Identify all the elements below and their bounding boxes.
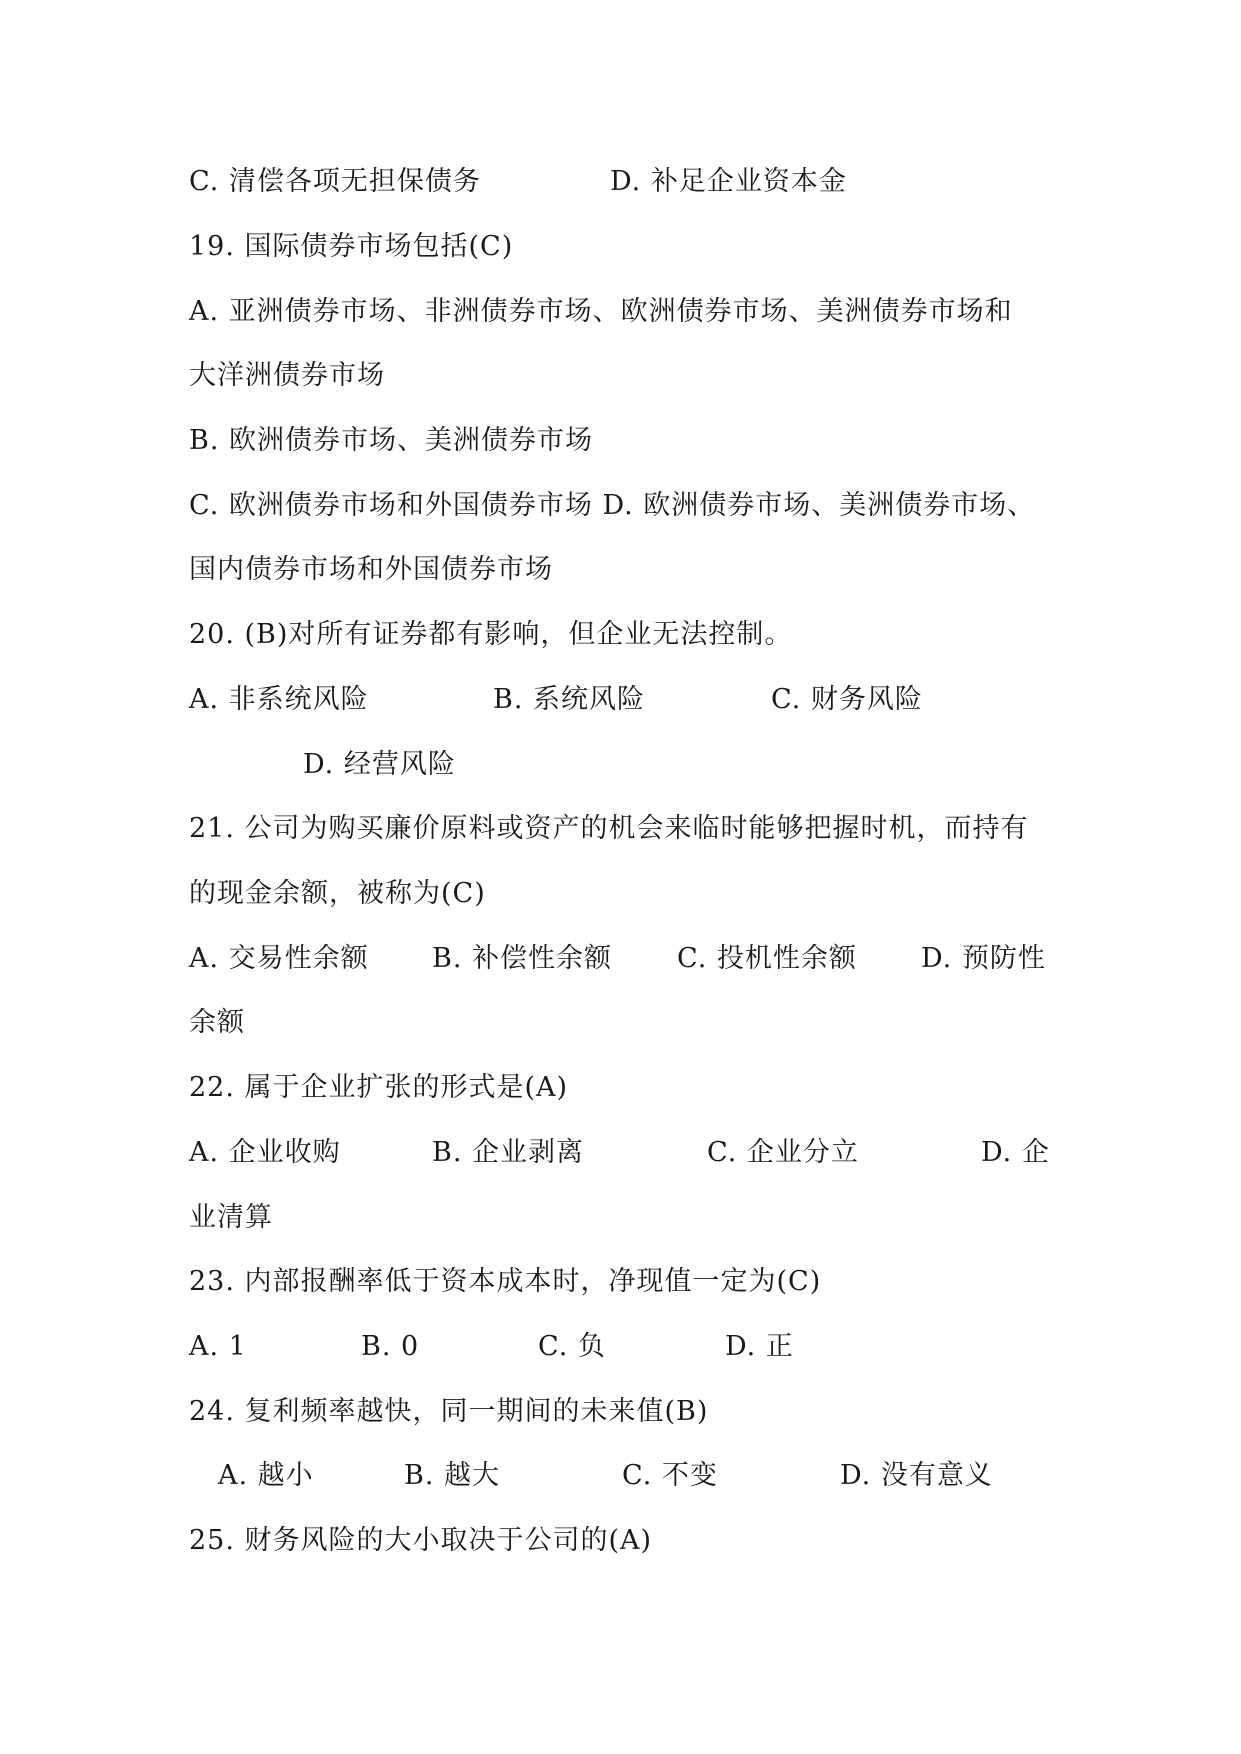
option-a: A. 非系统风险 <box>189 684 369 715</box>
option-b: B. 系统风险 <box>493 684 646 715</box>
question-23: 23. 内部报酬率低于资本成本时，净现值一定为(C) <box>189 1266 822 1297</box>
option-d: D. 没有意义 <box>840 1460 993 1491</box>
option-b: B. 补偿性余额 <box>432 943 613 974</box>
question-21: 21. 公司为购买廉价原料或资产的机会来临时能够把握时机，而持有 <box>189 813 1029 844</box>
text-line: 大洋洲债券市场 <box>189 360 385 391</box>
option-c: C. 企业分立 <box>707 1137 859 1168</box>
option-a: A. 企业收购 <box>189 1137 341 1168</box>
option-a: A. 1 <box>189 1331 247 1362</box>
text-line: 的现金余额，被称为(C) <box>189 878 486 909</box>
option-c: C. 不变 <box>622 1460 718 1491</box>
option-d: D. 预防性 <box>921 943 1046 974</box>
option-c: C. 负 <box>538 1331 606 1362</box>
text-line: A. 亚洲债券市场、非洲债券市场、欧洲债券市场、美洲债券市场和 <box>189 296 1013 327</box>
option-row <box>189 1327 794 1367</box>
option-row <box>189 1456 993 1496</box>
option-c: C. 投机性余额 <box>677 943 857 974</box>
option-d: D. 补足企业资本金 <box>610 166 847 197</box>
question-20: 20. (B)对所有证券都有影响，但企业无法控制。 <box>189 619 793 650</box>
text-line: 国内债券市场和外国债券市场 <box>189 554 553 585</box>
option-b: B. 0 <box>361 1331 420 1362</box>
question-24: 24. 复利频率越快，同一期间的未来值(B) <box>189 1396 709 1427</box>
option-d: D. 企 <box>981 1137 1050 1168</box>
option-b: B. 越大 <box>404 1460 501 1491</box>
question-19: 19. 国际债券市场包括(C) <box>189 231 514 262</box>
option-d: D. 正 <box>725 1331 794 1362</box>
text-line: C. 欧洲债券市场和外国债券市场 D. 欧洲债券市场、美洲债券市场、 <box>189 490 1036 521</box>
option-row <box>189 939 1046 979</box>
option-row <box>189 745 456 785</box>
option-d: D. 经营风险 <box>303 749 456 780</box>
text-line: B. 欧洲债券市场、美洲债券市场 <box>189 425 594 456</box>
option-c: C. 清偿各项无担保债务 <box>189 166 481 197</box>
option-row <box>189 1133 1050 1173</box>
option-a: A. 交易性余额 <box>189 943 369 974</box>
text-line: 余额 <box>189 1007 245 1038</box>
text-line: 业清算 <box>189 1202 273 1233</box>
question-25: 25. 财务风险的大小取决于公司的(A) <box>189 1525 653 1556</box>
option-a: A. 越小 <box>218 1460 314 1491</box>
option-b: B. 企业剥离 <box>432 1137 585 1168</box>
option-c: C. 财务风险 <box>771 684 923 715</box>
question-22: 22. 属于企业扩张的形式是(A) <box>189 1072 569 1103</box>
option-row <box>189 680 923 720</box>
option-row <box>189 162 847 202</box>
